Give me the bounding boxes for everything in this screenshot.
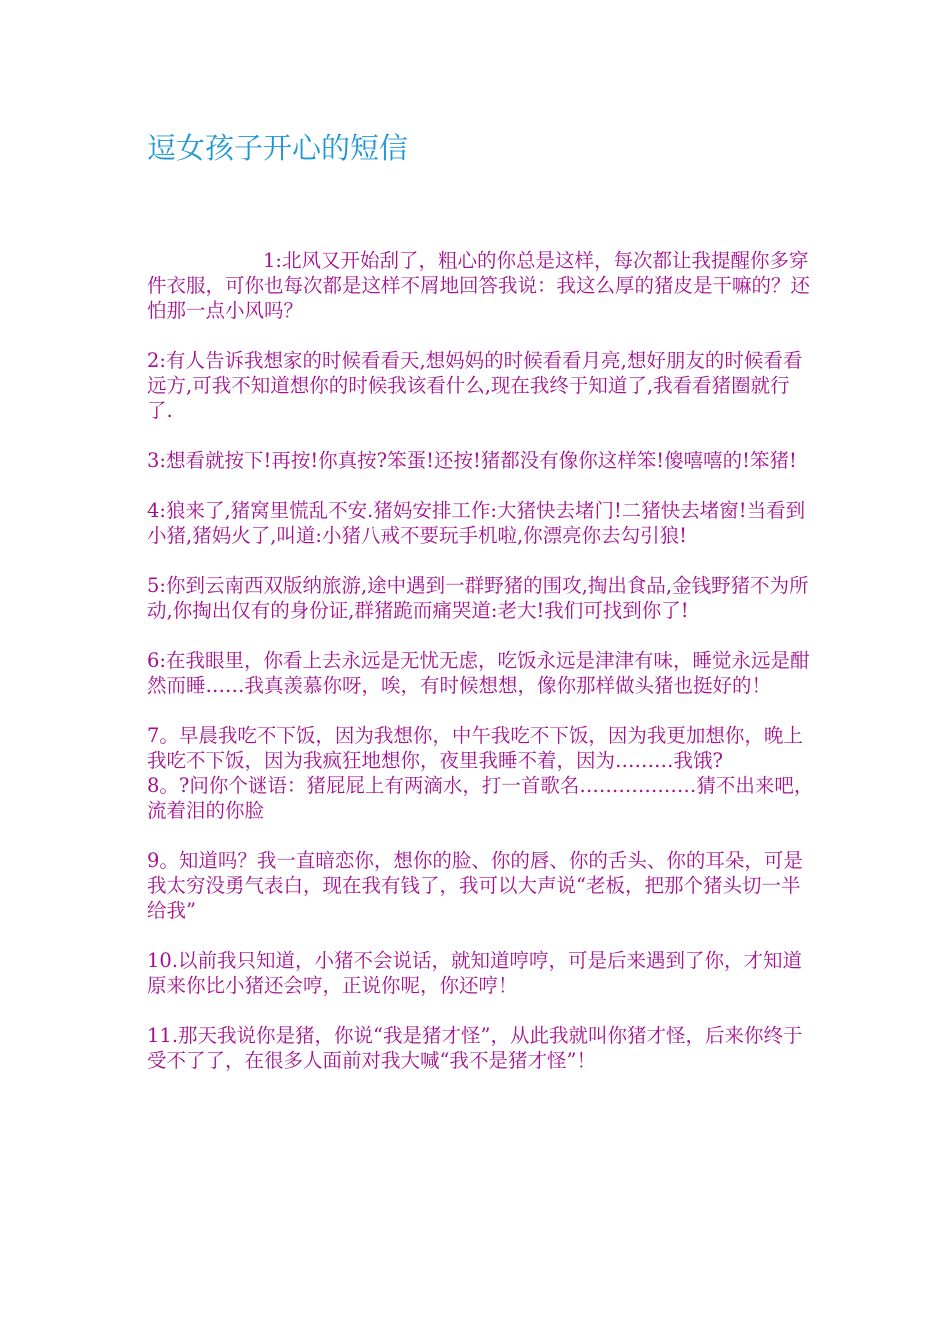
sms-item-5: 5:你到云南西双版纳旅游,途中遇到一群野猪的围攻,掏出食品,金钱野猪不为所动,你掏出仅有的身份证,群猪跪而痛哭道:老大!我们可找到你了! [147, 574, 809, 622]
sms-item-3: 3:想看就按下!再按!你真按?笨蛋!还按!猪都没有像你这样笨!傻嘻嘻的!笨猪! [147, 449, 797, 472]
sms-item-10: 10.以前我只知道，小猪不会说话，就知道哼哼，可是后来遇到了你，才知道原来你比小猪还会哼，正说你呢，你还哼！ [147, 949, 803, 997]
sms-item-11: 11.那天我说你是猪，你说“我是猪才怪”，从此我就叫你猪才怪，后来你终于受不了了，在很多人面前对我大喊“我不是猪才怪”！ [147, 1024, 803, 1072]
sms-item-6: 6:在我眼里，你看上去永远是无忧无虑，吃饭永远是津津有味，睡觉永远是酣然而睡……我真羡慕你呀，唉，有时候想想，像你那样做头猪也挺好的！ [147, 649, 810, 697]
sms-item-1: 1:北风又开始刮了，粗心的你总是这样，每次都让我提醒你多穿件衣服，可你也每次都是这样不屑地回答我说：我这么厚的猪皮是干嘛的？还怕那一点小风吗？ [147, 249, 811, 322]
sms-list [147, 248, 815, 1098]
sms-item-8: 8。?问你个谜语：猪屁屁上有两滴水，打一首歌名………………猜不出来吧，流着泪的你脸 [147, 774, 814, 822]
sms-item-4: 4:狼来了,猪窝里慌乱不安.猪妈安排工作:大猪快去堵门!二猪快去堵窗!当看到小猪,猪妈火了,叫道:小猪八戒不要玩手机啦,你漂亮你去勾引狼! [147, 499, 806, 547]
sms-item-7: 7。早晨我吃不下饭，因为我想你，中午我吃不下饭，因为我更加想你，晚上我吃不下饭，因为我疯狂地想你，夜里我睡不着，因为………我饿? [147, 724, 803, 772]
sms-item-2: 2:有人告诉我想家的时候看看天,想妈妈的时候看看月亮,想好朋友的时候看看远方,可我不知道想你的时候我该看什么,现在我终于知道了,我看看猪圈就行了. [147, 349, 803, 422]
page-title: 逗女孩子开心的短信 [147, 131, 409, 165]
sms-item-9: 9。知道吗？我一直暗恋你，想你的脸、你的唇、你的舌头、你的耳朵，可是我太穷没勇气表白，现在我有钱了，我可以大声说“老板，把那个猪头切一半给我” [147, 849, 803, 922]
